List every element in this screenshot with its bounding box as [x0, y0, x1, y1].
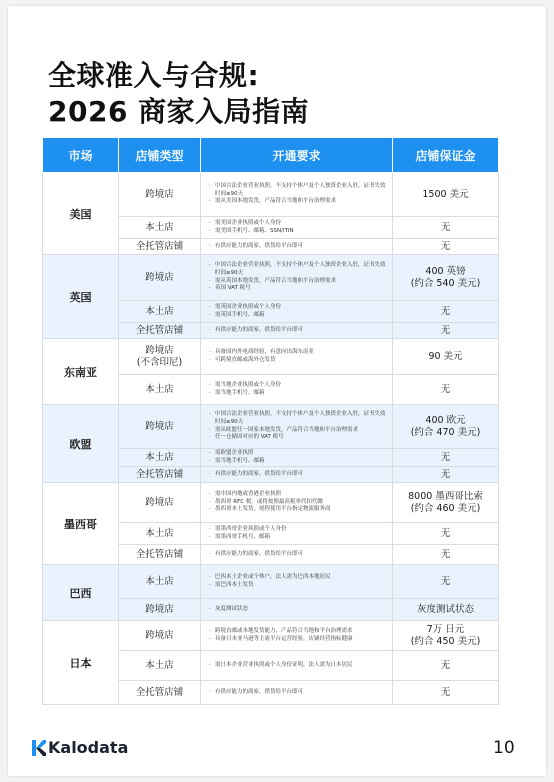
deposit-cell: 无: [393, 239, 499, 255]
deposit-cell: 无: [393, 681, 499, 705]
kalodata-k-icon: [32, 740, 46, 756]
deposit-cell: 无: [393, 217, 499, 239]
table-row: [43, 565, 499, 599]
page-number: 10: [493, 738, 515, 758]
requirements-list: [207, 304, 389, 319]
requirements-list: [207, 471, 389, 479]
requirements-list: [207, 262, 389, 292]
store-type-cell: 本土店: [119, 217, 201, 239]
requirement-item: · 有供应能力的商家，供货给平台即可: [215, 689, 389, 697]
requirement-item: · 需当地手机号、邮箱: [215, 390, 389, 398]
requirements-cell: [201, 255, 393, 301]
requirement-item: · 墨西哥 RFC 税、或将按照最高税率代扣代缴: [215, 499, 389, 507]
requirement-item: · 需日本企业营业执照或个人身份证明，法人需为日本居民: [215, 662, 389, 670]
deposit-cell: 90 美元: [393, 339, 499, 375]
header-requirements: 开通要求: [201, 138, 393, 173]
deposit-cell: 无: [393, 565, 499, 599]
requirement-item: · 需中国内地或香港企业执照: [215, 491, 389, 499]
deposit-cell: 1500 美元: [393, 173, 499, 217]
requirement-item: · 有供应能力的商家，供货给平台即可: [215, 327, 389, 335]
store-type-cell: 跨境店: [119, 599, 201, 621]
deposit-cell: 无: [393, 545, 499, 565]
table-row: [43, 483, 499, 523]
requirements-list: [207, 606, 389, 614]
requirement-item: · 有供应能力的商家，供货给平台即可: [215, 243, 389, 251]
requirements-cell: [201, 545, 393, 565]
requirement-item: · 需当地手机号、邮箱: [215, 458, 389, 466]
requirements-list: [207, 327, 389, 335]
table-row: [43, 405, 499, 449]
brand-name: Kalodata: [48, 738, 129, 757]
requirement-item: · 中国合法企业营业执照，不支持个体户及个人独资企业入驻，证书失效时间≥90天: [215, 183, 389, 198]
store-type-cell: 跨境店: [119, 621, 201, 651]
requirements-cell: [201, 301, 393, 323]
deposit-cell: 无: [393, 375, 499, 405]
requirements-cell: [201, 651, 393, 681]
kalodata-logo: [32, 738, 128, 757]
market-cell: 巴西: [43, 565, 119, 621]
store-type-cell: 本土店: [119, 301, 201, 323]
deposit-cell: 无: [393, 467, 499, 483]
requirements-cell: [201, 681, 393, 705]
deposit-cell: 无: [393, 323, 499, 339]
market-cell: 墨西哥: [43, 483, 119, 565]
requirement-item: · 需英国企业执照或个人身份: [215, 304, 389, 312]
deposit-cell: 无: [393, 523, 499, 545]
requirements-list: [207, 183, 389, 206]
store-type-cell: 本土店: [119, 565, 201, 599]
requirement-item: · 跨境直邮或本地发货能力，产品符合当地和平台治理需求: [215, 628, 389, 636]
requirements-list: [207, 220, 389, 235]
requirement-item: · 具备国内外电商经验，有意向出海东南亚: [215, 349, 389, 357]
market-cell: 欧盟: [43, 405, 119, 483]
store-type-cell: 跨境店: [119, 173, 201, 217]
deposit-cell: 无: [393, 449, 499, 467]
market-requirements-table: [42, 137, 499, 705]
requirements-cell: [201, 523, 393, 545]
requirements-list: [207, 349, 389, 364]
table-header-row: [43, 138, 499, 173]
requirement-item: · 需墨西哥手机号、邮箱: [215, 534, 389, 542]
requirements-cell: [201, 621, 393, 651]
market-cell: 日本: [43, 621, 119, 705]
deposit-cell: 8000 墨西哥比索 (约合 460 美元): [393, 483, 499, 523]
deposit-cell: 无: [393, 651, 499, 681]
requirement-item: · 有供应能力的商家，供货给平台即可: [215, 471, 389, 479]
table-body: [43, 173, 499, 705]
requirement-item: · 需美国企业执照或个人身份: [215, 220, 389, 228]
deposit-cell: 400 英镑 (约合 540 美元): [393, 255, 499, 301]
requirement-item: · 墨西哥本土发货，尾程使用平台指定物流服务商: [215, 506, 389, 514]
store-type-cell: 全托管店铺: [119, 545, 201, 565]
store-type-cell: 全托管店铺: [119, 681, 201, 705]
header-deposit: 店铺保证金: [393, 138, 499, 173]
requirement-item: · 需欧盟企业执照: [215, 450, 389, 458]
requirements-cell: [201, 323, 393, 339]
header-store-type: 店铺类型: [119, 138, 201, 173]
store-type-cell: 全托管店铺: [119, 323, 201, 339]
requirement-item: · 可跨境直邮或海外仓发货: [215, 357, 389, 365]
requirements-list: [207, 628, 389, 643]
requirements-list: [207, 491, 389, 514]
store-type-cell: 本土店: [119, 449, 201, 467]
requirement-item: · 需从美国本地发货，产品符合当地和平台治理需求: [215, 198, 389, 206]
requirements-cell: [201, 599, 393, 621]
requirement-item: · 任一仓储国对应的 VAT 税号: [215, 434, 389, 442]
title-line-1: 全球准入与合规:: [48, 59, 260, 92]
requirements-cell: [201, 217, 393, 239]
requirements-list: [207, 662, 389, 670]
requirement-item: · 中国合法企业营业执照，不支持个体户及个人独资企业入驻，证书失效时间≥90天: [215, 411, 389, 426]
deposit-cell: 无: [393, 301, 499, 323]
requirements-cell: [201, 239, 393, 255]
table-row: [43, 173, 499, 217]
requirements-list: [207, 689, 389, 697]
page-title: [48, 58, 309, 130]
store-type-cell: 跨境店 (不含印尼): [119, 339, 201, 375]
requirement-item: · 需从英国本地发货，产品符合当地和平台治理需求: [215, 278, 389, 286]
market-cell: 英国: [43, 255, 119, 339]
requirements-list: [207, 450, 389, 465]
table-row: [43, 621, 499, 651]
title-line-2: 2026 商家入局指南: [48, 95, 310, 128]
header-market: 市场: [43, 138, 119, 173]
requirements-list: [207, 551, 389, 559]
requirements-list: [207, 574, 389, 589]
requirements-list: [207, 411, 389, 441]
requirement-item: · 需墨西哥企业执照或个人身份: [215, 526, 389, 534]
deposit-cell: 400 欧元 (约合 470 美元): [393, 405, 499, 449]
store-type-cell: 跨境店: [119, 255, 201, 301]
requirements-cell: [201, 449, 393, 467]
requirements-cell: [201, 467, 393, 483]
requirement-item: · 中国合法企业营业执照，不支持个体户及个人独资企业入驻，证书失效时间≥90天: [215, 262, 389, 277]
store-type-cell: 全托管店铺: [119, 239, 201, 255]
requirement-item: · 灰度测试状态: [215, 606, 389, 614]
deposit-cell: 灰度测试状态: [393, 599, 499, 621]
requirement-item: · 英国 VAT 税号: [215, 285, 389, 293]
store-type-cell: 本土店: [119, 651, 201, 681]
deposit-cell: 7万 日元 (约合 450 美元): [393, 621, 499, 651]
market-cell: 东南亚: [43, 339, 119, 405]
requirements-cell: [201, 483, 393, 523]
store-type-cell: 本土店: [119, 375, 201, 405]
requirements-cell: [201, 375, 393, 405]
requirements-cell: [201, 339, 393, 375]
requirement-item: · 需英国手机号、邮箱: [215, 312, 389, 320]
requirements-list: [207, 243, 389, 251]
store-type-cell: 跨境店: [119, 405, 201, 449]
requirements-cell: [201, 565, 393, 599]
market-cell: 美国: [43, 173, 119, 255]
store-type-cell: 全托管店铺: [119, 467, 201, 483]
requirement-item: · 巴西本土企业或个体户，法人需为巴西本地居民: [215, 574, 389, 582]
requirements-cell: [201, 405, 393, 449]
store-type-cell: 本土店: [119, 523, 201, 545]
requirements-list: [207, 526, 389, 541]
requirement-item: · 需当地企业执照或个人身份: [215, 382, 389, 390]
requirement-item: · 有供应能力的商家，供货给平台即可: [215, 551, 389, 559]
requirement-item: · 需从欧盟任一国家本地发货，产品符合当地和平台治理需求: [215, 427, 389, 435]
requirements-list: [207, 382, 389, 397]
requirements-cell: [201, 173, 393, 217]
table-row: [43, 339, 499, 375]
requirement-item: · 需美国手机号、邮箱、SSN/ITIN: [215, 228, 389, 236]
requirement-item: · 需巴西本土发货: [215, 582, 389, 590]
requirement-item: · 具备日本亚马逊等主流平台运营经验，店铺经营指标健康: [215, 636, 389, 644]
store-type-cell: 跨境店: [119, 483, 201, 523]
table-row: [43, 255, 499, 301]
